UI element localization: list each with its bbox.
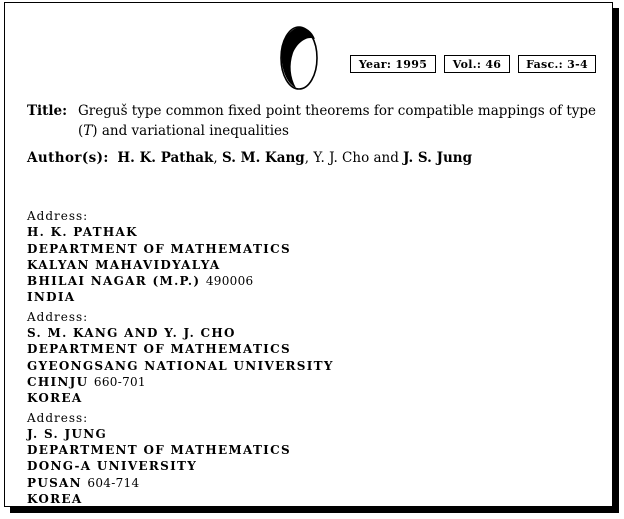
author-separator: , <box>213 150 222 166</box>
address-line <box>27 374 334 390</box>
authors-section <box>27 150 472 166</box>
address-label: Address: <box>27 209 89 223</box>
address-line: GYEONGSANG NATIONAL UNIVERSITY <box>27 358 334 373</box>
journal-logo-icon <box>279 25 319 91</box>
address-line: S. M. KANG AND Y. J. CHO <box>27 326 236 341</box>
address-block <box>27 410 334 508</box>
postal-code: 604-714 <box>87 475 140 490</box>
postal-code: 660-701 <box>93 374 146 389</box>
address-line: DEPARTMENT OF MATHEMATICS <box>27 342 291 357</box>
title-text-start: Greguš type common fixed point theorems for compatible mappings of type ( <box>78 103 597 139</box>
addresses-section <box>27 208 334 510</box>
author-name: J. S. Jung <box>403 150 473 166</box>
postal-code: 490006 <box>205 274 254 289</box>
volume-badge: Vol.: 46 <box>444 55 510 73</box>
year-badge: Year: 1995 <box>350 55 436 73</box>
address-line: KALYAN MAHAVIDYALYA <box>27 257 221 272</box>
address-line-text: BHILAI NAGAR (M.P.) <box>27 274 201 289</box>
author-separator: , <box>304 150 314 166</box>
address-line <box>27 475 334 491</box>
address-line <box>27 273 334 289</box>
address-line: H. K. PATHAK <box>27 225 138 240</box>
document-page <box>4 2 613 507</box>
fascicle-badge: Fasc.: 3-4 <box>518 55 596 73</box>
address-line-text: PUSAN <box>27 475 82 490</box>
address-line-text: CHINJU <box>27 374 89 389</box>
title-math-variable: T <box>83 123 93 139</box>
address-line: DONG-A UNIVERSITY <box>27 459 198 474</box>
author-name: Y. J. Cho <box>313 150 370 166</box>
authors-label: Author(s): <box>27 150 109 166</box>
address-label: Address: <box>27 410 89 425</box>
address-country: INDIA <box>27 290 76 305</box>
author-name: S. M. Kang <box>222 150 305 166</box>
title-text <box>78 101 599 141</box>
address-line: J. S. JUNG <box>27 426 108 441</box>
address-country: KOREA <box>27 492 83 507</box>
title-section <box>27 101 599 141</box>
address-block <box>27 208 334 306</box>
title-text-end: ) and variational inequalities <box>92 123 289 139</box>
author-separator: and <box>369 150 404 166</box>
author-name: H. K. Pathak <box>117 150 214 166</box>
title-label: Title: <box>27 103 68 119</box>
address-line: DEPARTMENT OF MATHEMATICS <box>27 443 291 458</box>
address-country: KOREA <box>27 391 83 406</box>
address-line: DEPARTMENT OF MATHEMATICS <box>27 241 291 256</box>
address-block <box>27 309 334 407</box>
address-label: Address: <box>27 309 89 324</box>
